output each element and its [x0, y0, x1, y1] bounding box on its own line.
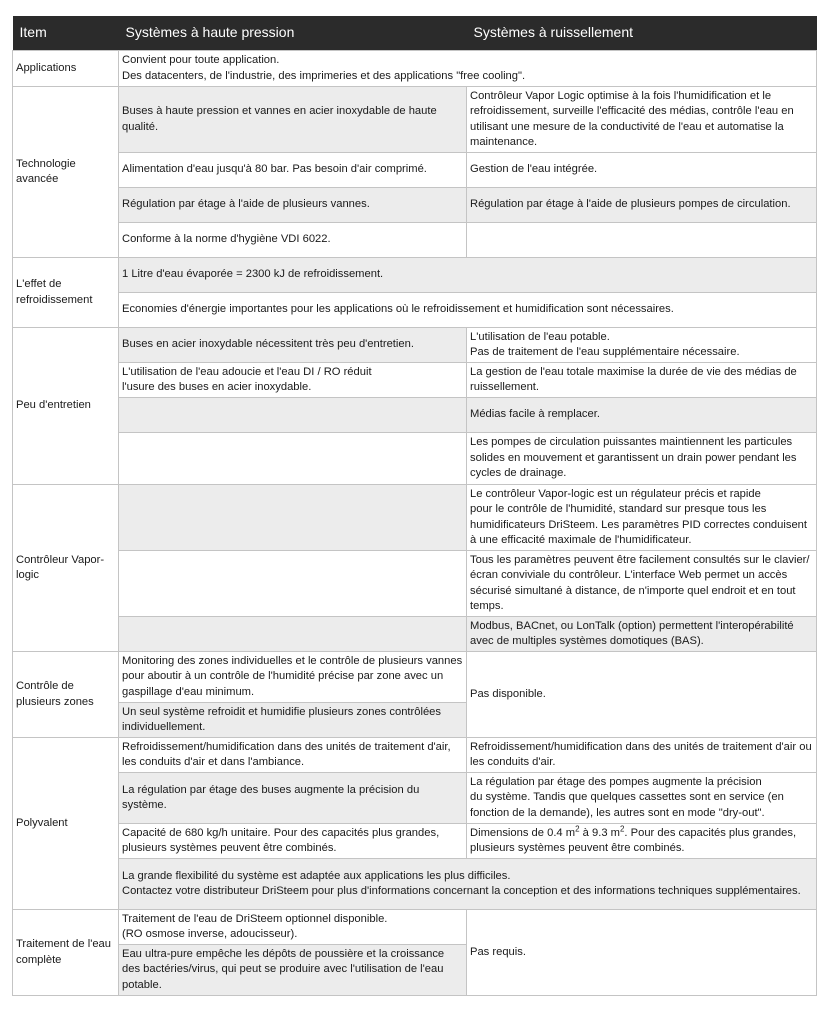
table-cell: Buses en acier inoxydable nécessitent très peu d'entretien.: [119, 328, 467, 363]
cell-text: Des datacenters, de l'industrie, des imprimeries et des applications "free cooling".: [122, 69, 526, 82]
table-cell: Le contrôleur Vapor-logic est un régulateur précis et rapide pour le contrôle de l'humidité, standard sur presque tous les humidificateurs DriSteem. Les paramètres PID correctes conduisent à une efficacité maximale de l'humidificateur.: [467, 485, 817, 551]
table-cell: Capacité de 680 kg/h unitaire. Pour des capacités plus grandes, plusieurs systèmes peuvent être combinés.: [119, 824, 467, 859]
category-controleur: Contrôleur Vapor-logic: [13, 485, 119, 652]
table-cell: Régulation par étage à l'aide de plusieurs pompes de circulation.: [467, 188, 817, 223]
table-row: [13, 738, 817, 773]
table-cell: La gestion de l'eau totale maximise la durée de vie des médias de ruissellement.: [467, 363, 817, 398]
table-cell: Pas disponible.: [467, 652, 817, 738]
cell-applications: [119, 51, 817, 87]
table-cell: Traitement de l'eau de DriSteem optionnel disponible. (RO osmose inverse, adoucisseur).: [119, 910, 467, 945]
table-cell: Un seul système refroidit et humidifie plusieurs zones contrôlées individuellement.: [119, 703, 467, 738]
table-row: [13, 328, 817, 363]
table-cell: Modbus, BACnet, ou LonTalk (option) permettent l'interopérabilité avec de multiples systèmes domotiques (BAS).: [467, 617, 817, 652]
category-effet: L'effet de refroidissement: [13, 258, 119, 328]
table-cell: Monitoring des zones individuelles et le contrôle de plusieurs vannes pour aboutir à un contrôle de l'humidité précise par zone avec un gaspillage d'eau minimum.: [119, 652, 467, 703]
table-cell: Tous les paramètres peuvent être facilement consultés sur le clavier/écran conviviale du contrôleur. L'interface Web permet un accès sécurisé simultané à distance, de n'importe quel endroit et en tout temps.: [467, 551, 817, 617]
table-row: [13, 910, 817, 945]
header-item: Item: [13, 16, 119, 51]
table-row: [13, 652, 817, 703]
table-cell: Buses à haute pression et vannes en acier inoxydable de haute qualité.: [119, 87, 467, 153]
table-cell: La régulation par étage des buses augmente la précision du système.: [119, 773, 467, 824]
table-cell: Les pompes de circulation puissantes maintiennent les particules solides en mouvement et garantissent un drain power pendant les cycles de drainage.: [467, 433, 817, 485]
table-cell: Conforme à la norme d'hygiène VDI 6022.: [119, 223, 467, 258]
category-polyvalent: Polyvalent: [13, 738, 119, 910]
table-row: [13, 433, 817, 485]
table-cell: Contrôleur Vapor Logic optimise à la fois l'humidification et le refroidissement, surveille l'efficacité des médias, contrôle l'eau en utilisant une mesure de la conductivité de l'eau et automatise la maintenance.: [467, 87, 817, 153]
table-cell-dimensions: [467, 824, 817, 859]
header-runoff: Systèmes à ruissellement: [467, 16, 817, 51]
superscript-2: 2: [619, 823, 625, 833]
table-row: [13, 188, 817, 223]
cell-text: Convient pour toute application.: [122, 54, 280, 67]
table-cell: [119, 617, 467, 652]
table-cell: Refroidissement/humidification dans des unités de traitement d'air ou les conduits d'air.: [467, 738, 817, 773]
table-row: [13, 153, 817, 188]
table-cell: Gestion de l'eau intégrée.: [467, 153, 817, 188]
header-high-pressure: Systèmes à haute pression: [119, 16, 467, 51]
table-cell: La régulation par étage des pompes augmente la précision du système. Tandis que quelques cassettes sont en service (en fonction de la demande), les autres sont en mode "dry-out".: [467, 773, 817, 824]
table-cell: [119, 433, 467, 485]
table-row: [13, 824, 817, 859]
category-technologie: Technologie avancée: [13, 87, 119, 258]
table-row: [13, 551, 817, 617]
table-cell: [119, 551, 467, 617]
table-cell: Pas requis.: [467, 910, 817, 996]
table-cell: Alimentation d'eau jusqu'à 80 bar. Pas besoin d'air comprimé.: [119, 153, 467, 188]
table-row: [13, 258, 817, 293]
dim-text-a: Dimensions de 0.4 m: [470, 826, 576, 839]
table-cell: [467, 223, 817, 258]
category-applications: Applications: [13, 51, 119, 87]
table-cell: La grande flexibilité du système est adaptée aux applications les plus difficiles. Contactez votre distributeur DriSteem pour plus d'informations concernant la conception et des informations techniques supplémentaires.: [119, 859, 817, 910]
category-traitement: Traitement de l'eau complète: [13, 910, 119, 996]
table-row: [13, 398, 817, 433]
table-header-row: [13, 16, 817, 51]
table-row: [13, 51, 817, 87]
superscript-2: 2: [575, 823, 580, 833]
table-row: [13, 87, 817, 153]
table-cell: 1 Litre d'eau évaporée = 2300 kJ de refroidissement.: [119, 258, 817, 293]
table-cell: [119, 398, 467, 433]
comparison-table: [12, 16, 817, 996]
table-cell: Eau ultra-pure empêche les dépôts de poussière et la croissance des bactéries/virus, qui peut se produire avec l'utilisation de l'eau potable.: [119, 945, 467, 996]
table-row: [13, 773, 817, 824]
table-cell: L'utilisation de l'eau adoucie et l'eau DI / RO réduit l'usure des buses en acier inoxydable.: [119, 363, 467, 398]
category-zones: Contrôle de plusieurs zones: [13, 652, 119, 738]
dim-text-b: à 9.3 m: [579, 826, 620, 839]
table-row: [13, 293, 817, 328]
table-row: [13, 485, 817, 551]
dim-text-c: . Pour des capacités plus grandes, plusieurs systèmes peuvent être combinés.: [470, 826, 797, 854]
category-entretien: Peu d'entretien: [13, 328, 119, 485]
table-cell: Régulation par étage à l'aide de plusieurs vannes.: [119, 188, 467, 223]
table-cell: Refroidissement/humidification dans des unités de traitement d'air, les conduits d'air et dans l'ambiance.: [119, 738, 467, 773]
table-row: [13, 363, 817, 398]
table-cell: Médias facile à remplacer.: [467, 398, 817, 433]
table-row: [13, 859, 817, 910]
table-cell: Economies d'énergie importantes pour les applications où le refroidissement et humidification sont nécessaires.: [119, 293, 817, 328]
table-row: [13, 223, 817, 258]
table-cell: [119, 485, 467, 551]
table-row: [13, 617, 817, 652]
table-cell: L'utilisation de l'eau potable. Pas de traitement de l'eau supplémentaire nécessaire.: [467, 328, 817, 363]
